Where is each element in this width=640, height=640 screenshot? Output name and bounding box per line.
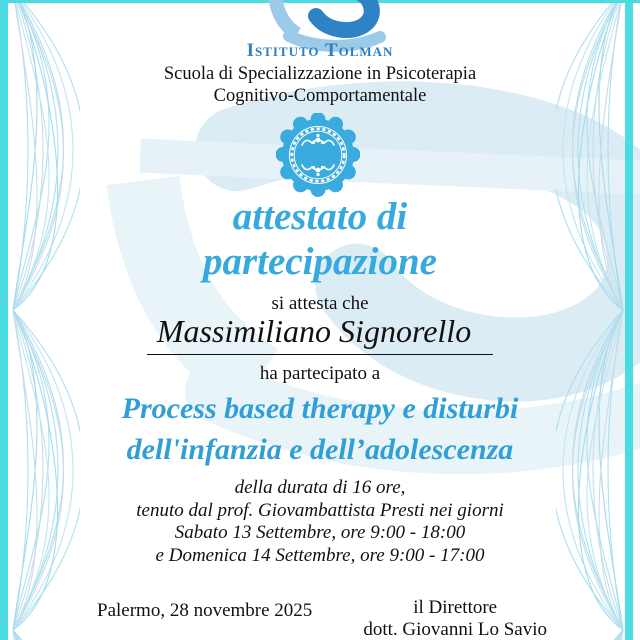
course-title-line2: dell'infanzia e dell’adolescenza (126, 433, 514, 466)
recipient-name: Massimiliano Signorello (147, 313, 493, 355)
attest-intro: si attesta che (271, 293, 369, 314)
signature-name: dott. Giovanni Lo Savio (363, 619, 547, 640)
certificate-title-line2: partecipazione (203, 240, 437, 283)
course-schedule-day1: Sabato 13 Settembre, ore 9:00 - 18:00 (174, 522, 466, 543)
place-and-date: Palermo, 28 novembre 2025 (97, 600, 313, 621)
rosette-seal-icon (276, 113, 360, 197)
institute-name: Istituto Tolman (246, 40, 394, 61)
school-subtitle-line2: Cognitivo-Comportamentale (213, 86, 427, 106)
course-title-line1: Process based therapy e disturbi (121, 392, 519, 425)
signature-role: il Direttore (413, 597, 498, 618)
course-title (0, 388, 640, 470)
signature-block (363, 597, 547, 640)
course-details (0, 477, 640, 567)
course-lecturer: tenuto dal prof. Giovambattista Presti nei giorni (136, 499, 504, 521)
course-schedule-day2: e Domenica 14 Settembre, ore 9:00 - 17:00 (155, 544, 485, 566)
certificate-title-line1: attestato di (232, 195, 408, 238)
recipient-row (0, 313, 640, 355)
participation-text: ha partecipato a (259, 363, 381, 384)
course-duration: della durata di 16 ore, (234, 477, 406, 498)
school-subtitle-line1: Scuola di Specializzazione in Psicoterapia (163, 64, 477, 84)
certificate-title (0, 194, 640, 284)
school-subtitle (0, 63, 640, 107)
